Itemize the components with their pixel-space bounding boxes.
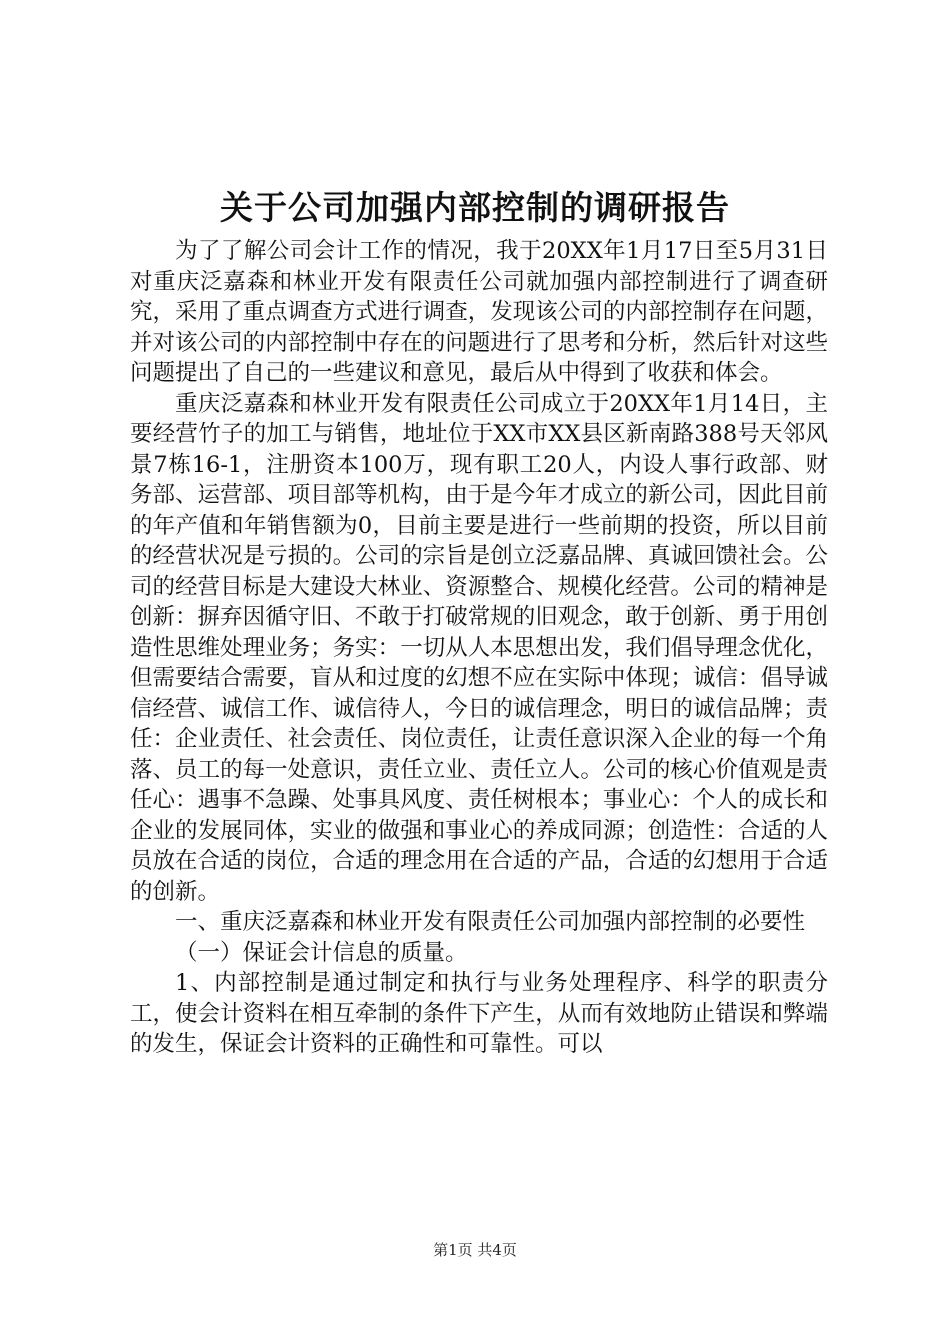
point-1-paragraph: 1、内部控制是通过制定和执行与业务处理程序、科学的职责分工，使会计资料在相互牵制的条件下产生，从而有效地防止错误和弊端的发生，保证会计资料的正确性和可靠性。可以 (130, 970, 828, 1057)
page-number: 第1页 共4页 (433, 1241, 517, 1259)
document-title: 关于公司加强内部控制的调研报告 (220, 188, 730, 227)
intro-paragraph: 为了了解公司会计工作的情况，我于20XX年1月17日至5月31日对重庆泛嘉森和林业开发有限责任公司就加强内部控制进行了调查研究，采用了重点调查方式进行调查，发现该公司的内部控制存在问题，并对该公司的内部控制中存在的问题进行了思考和分析，然后针对这些问题提出了自己的一些建议和意见，最后从中得到了收获和体会。 (130, 238, 828, 386)
company-profile-paragraph: 重庆泛嘉森和林业开发有限责任公司成立于20XX年1月14日，主要经营竹子的加工与销售，地址位于XX市XX县区新南路388号天邻风景7栋16-1，注册资本100万，现有职工20人，内设人事行政部、财务部、运营部、项目部等机构，由于是今年才成立的新公司，因此目前的年产值和年销售额为0，目前主要是进行一些前期的投资，所以目前的经营状况是亏损的。公司的宗旨是创立泛嘉品牌、真诚回馈社会。公司的经营目标是大建设大林业、资源整合、规模化经营。公司的精神是创新：摒弃因循守旧、不敢于打破常规的旧观念，敢于创新、勇于用创造性思维处理业务；务实：一切从人本思想出发，我们倡导理念优化，但需要结合需要，盲从和过度的幻想不应在实际中体现；诚信：倡导诚信经营、诚信工作、诚信待人，今日的诚信理念，明日的诚信品牌；责任：企业责任、社会责任、岗位责任，让责任意识深入企业的每一个角落、员工的每一处意识，责任立业、责任立人。公司的核心价值观是责任心：遇事不急躁、处事具风度、责任树根本；事业心：个人的成长和企业的发展同体，实业的做强和事业心的养成同源；创造性：合适的人员放在合适的岗位，合适的理念用在合适的产品，合适的幻想用于合适的创新。 (130, 390, 828, 905)
section-heading-1: 一、重庆泛嘉森和林业开发有限责任公司加强内部控制的必要性 (175, 909, 806, 935)
document-body (130, 236, 828, 1060)
page-footer (0, 1240, 950, 1260)
subsection-heading-1: （一）保证会计信息的质量。 (175, 939, 468, 966)
